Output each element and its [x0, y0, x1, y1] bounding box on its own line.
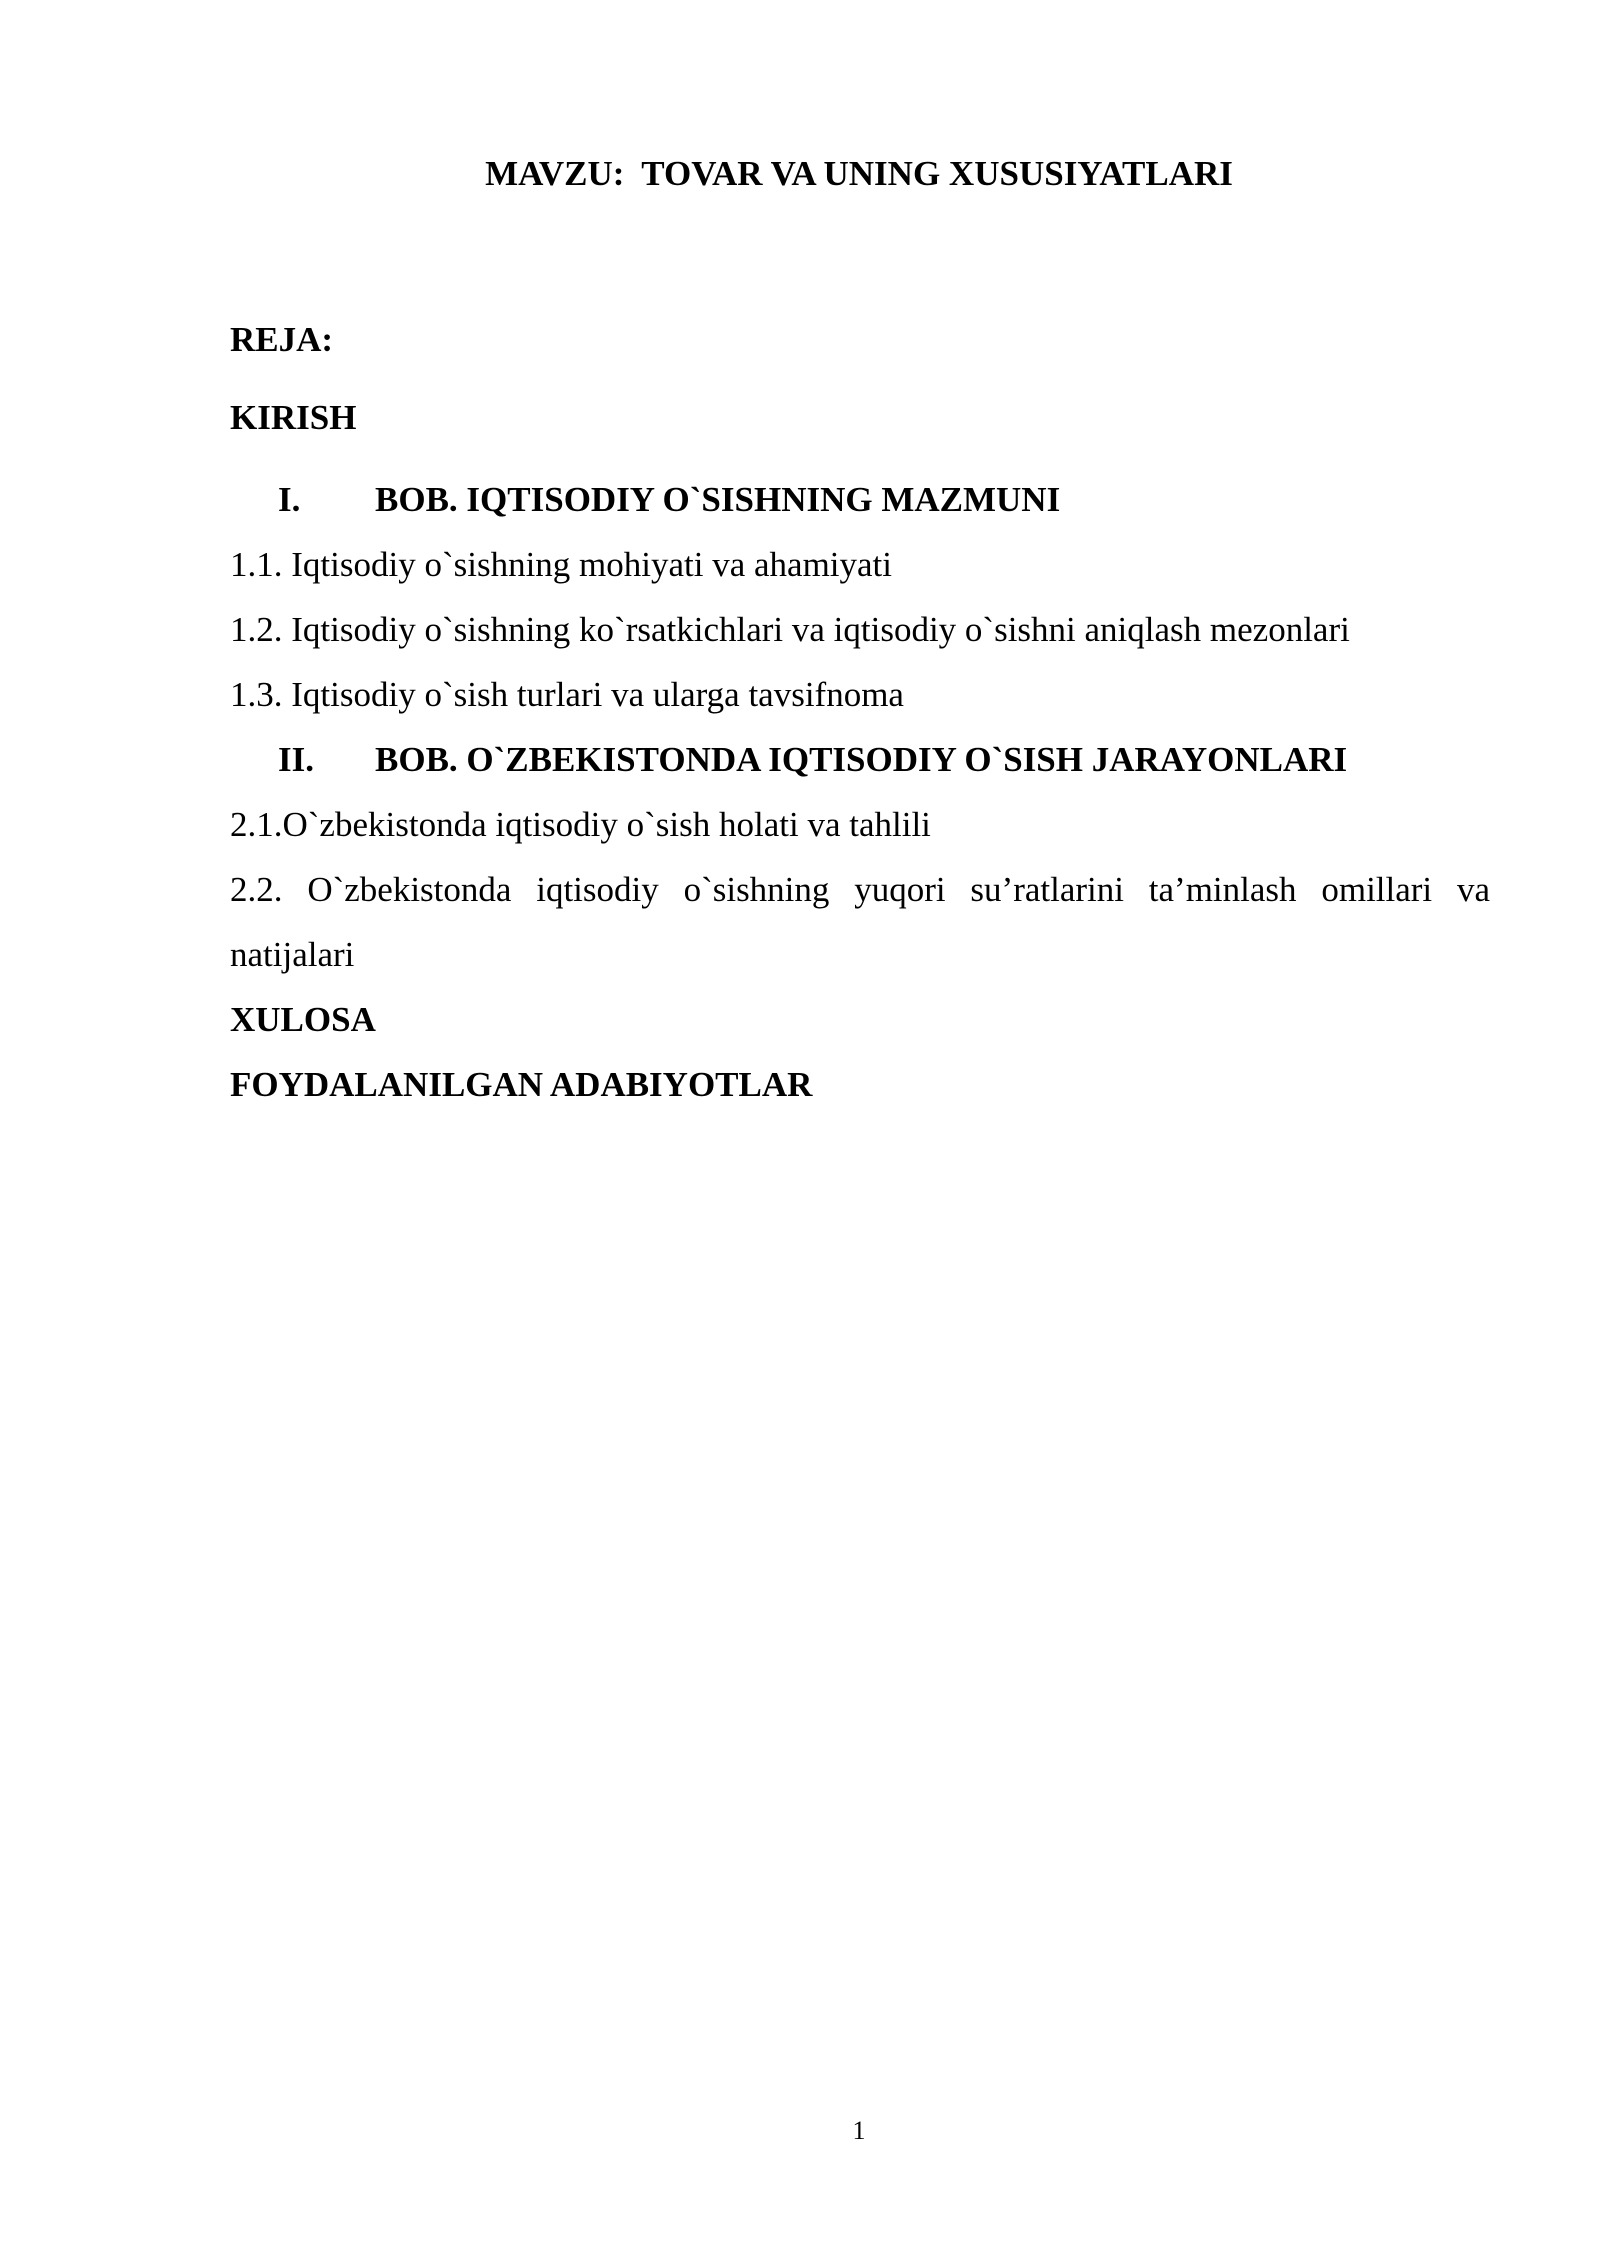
section-2-2: 2.2. O`zbekistonda iqtisodiy o`sishning yuqori su’ratlarini ta’minlash omillari va natijalari	[230, 870, 1490, 974]
intro-heading: KIRISH	[230, 398, 357, 437]
conclusion-heading: XULOSA	[230, 1000, 376, 1039]
plan-heading: REJA:	[230, 320, 334, 359]
section-1-3: 1.3. Iqtisodiy o`sish turlari va ularga tavsifnoma	[230, 675, 904, 714]
section-1-2: 1.2. Iqtisodiy o`sishning ko`rsatkichlari va iqtisodiy o`sishni aniqlash mezonlari	[230, 610, 1350, 649]
chapter-2-number: II.	[278, 740, 314, 779]
section-2-1: 2.1.O`zbekistonda iqtisodiy o`sish holati va tahlili	[230, 805, 931, 844]
document-title: MAVZU: TOVAR VA UNING XUSUSIYATLARI	[485, 154, 1233, 193]
page-number: 1	[852, 2116, 866, 2145]
chapter-1-number: I.	[278, 480, 301, 519]
section-1-1: 1.1. Iqtisodiy o`sishning mohiyati va ahamiyati	[230, 545, 893, 584]
chapter-1-title: BOB. IQTISODIY O`SISHNING MAZMUNI	[375, 480, 1061, 519]
chapter-2-title: BOB. O`ZBEKISTONDA IQTISODIY O`SISH JARAYONLARI	[375, 740, 1348, 779]
references-heading: FOYDALANILGAN ADABIYOTLAR	[230, 1065, 813, 1104]
